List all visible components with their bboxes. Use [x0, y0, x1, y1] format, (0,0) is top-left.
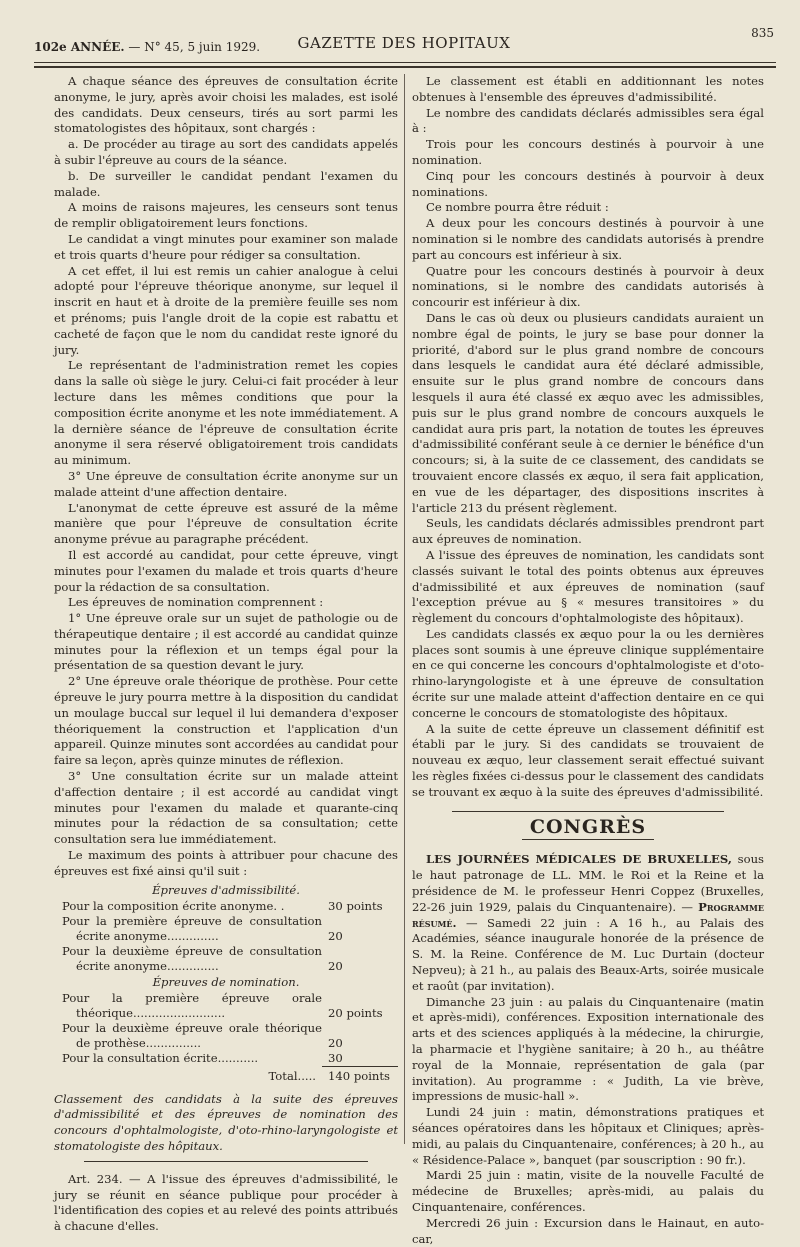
paragraph: A deux pour les concours destinés à pourvoir à une nomination si le nombre des candidats autorisés à prendre part au concours est inférieur à six.	[412, 216, 764, 262]
paragraph: Trois pour les concours destinés à pourvoir à une nomination.	[412, 137, 764, 167]
paragraph: Le maximum des points à attribuer pour chacune des épreuves est fixé ainsi qu'il suit :	[54, 848, 398, 878]
congress-lead: LES JOURNÉES MÉDICALES DE BRUXELLES,	[426, 852, 732, 867]
header-rule	[34, 62, 776, 63]
paragraph: Ce nombre pourra être réduit :	[426, 200, 609, 215]
paragraph: A la suite de cette épreuve un classement définitif est établi par le jury. Si des candidats se trouvaient de nouveau ex æquo, leur classement serait effectué suivant les règles fixées ci-dessus pour le classement des candidats se trouvant ex æquo à la suite des épreuves d'admissibilité.	[412, 721, 764, 799]
section-rule-top	[452, 811, 724, 812]
table-subheading: Épreuves d'admissibilité.	[152, 882, 300, 897]
table-row: Pour la composition écrite anonyme. . 30 points	[62, 898, 383, 913]
page-header	[34, 26, 774, 60]
paragraph: Le classement est établi en additionnant les notes obtenues à l'ensemble des épreuves d'admissibilité.	[412, 74, 764, 104]
journal-title: GAZETTE DES HOPITAUX	[297, 34, 511, 52]
issue-number: — N° 45, 5 juin 1929.	[128, 40, 261, 54]
paragraph: Mardi 25 juin : matin, visite de la nouvelle Faculté de médecine de Bruxelles; après-midi, au palais du Cinquantenaire, conférences.	[412, 1168, 764, 1214]
paragraph: Le nombre des candidats déclarés admissibles sera égal à :	[412, 105, 764, 136]
left-column	[54, 74, 398, 1235]
paragraph: Art. 234. — A l'issue des épreuves d'admissibilité, le jury se réunit en séance publique pour procéder à l'identification des copies et au relevé des points attribués à chacune d'elles.	[54, 1171, 398, 1234]
paragraph: a. De procéder au tirage au sort des candidats appelés à subir l'épreuve au cours de la séance.	[54, 137, 398, 167]
paragraph: Quatre pour les concours destinés à pourvoir à deux nominations, si le nombre des candidats autorisés à concourir est inférieur à dix.	[412, 263, 764, 310]
paragraph: Dimanche 23 juin : au palais du Cinquantenaire (matin et après-midi), conférences. Exposition internationale des arts et des sciences appliqués à la médecine, la chirurgie, la pharmacie et l'hygiène sanitaire; à 20 h., au théâtre royal de la Monnaie, représentation de gala (par invitation). Au programme : « Judith, La vie brève, impressions de music-hall ».	[412, 994, 764, 1104]
paragraph: Les candidats classés ex æquo pour la ou les dernières places sont soumis à une épreuve clinique supplémentaire en ce qui concerne les concours d'ophtalmologiste et d'oto-rhino-laryngologiste et à une épreuve de consultation écrite sur une malade atteint d'affection dentaire en ce qui concerne le concours de stomatologiste des hôpitaux.	[412, 626, 764, 720]
paragraph: 3° Une consultation écrite sur un malade atteint d'affection dentaire ; il est accordé au candidat vingt minutes pour l'examen du malade et quarante-cinq minutes pour la rédaction de sa consultation; cette consultation sera lue immédiatement.	[54, 769, 398, 847]
paragraph: Le représentant de l'administration remet les copies dans la salle où siège le jury. Celui-ci fait procéder à leur lecture dans les mêmes conditions que pour la composition écrite anonyme et les note immédiatement. A la dernière séance de l'épreuve de consultation écrite anonyme il sera réservé obligatoirement trois candidats au minimum.	[54, 358, 398, 468]
paragraph: Les épreuves de nomination comprennent :	[68, 595, 324, 610]
section-rule-bottom	[522, 839, 654, 840]
congress-text: sous le haut patronage de LL. MM. le Roi et la Reine et la présidence de M. le professeur Henri Coppez (Bruxelles, 22-26 juin 1929, palais du Cinquantenaire). —	[412, 852, 764, 914]
right-column	[412, 74, 764, 1247]
congress-text: — Samedi 22 juin : A 16 h., au Palais des Académies, séance inaugurale honorée de la présence de S. M. la Reine. Conférence de M. Luc Durtain (docteur Nepveu); à 21 h., au palais des Beaux-Arts, soirée musicale et raoût (par invitation).	[412, 915, 764, 993]
table-row: Pour la deuxième épreuve de consultation écrite anonyme.............. 20	[62, 943, 343, 973]
programme-label: Programme résumé.	[412, 899, 764, 930]
header-rule-thick	[34, 66, 776, 68]
congress-paragraph	[412, 852, 764, 994]
table-row: Pour la deuxième épreuve orale théorique de prothèse............... 20	[62, 1020, 343, 1050]
points-table	[54, 882, 398, 1084]
paragraph: Le candidat a vingt minutes pour examiner son malade et trois quarts d'heure pour rédiger sa consultation.	[54, 231, 398, 262]
paragraph: A chaque séance des épreuves de consultation écrite anonyme, le jury, après avoir choisi les malades, est isolé des candidats. Deux censeurs, tirés au sort parmi les stomatologistes des hôpitaux, sont chargés :	[54, 74, 398, 136]
paragraph: b. De surveiller le candidat pendant l'examen du malade.	[54, 168, 398, 199]
paragraph: 1° Une épreuve orale sur un sujet de pathologie ou de thérapeutique dentaire ; il est accordé au candidat quinze minutes pour la réflexion et un temps égal pour la présentation de sa question devant le jury.	[54, 611, 398, 673]
paragraph: Mercredi 26 juin : Excursion dans le Hainaut, en auto-car,	[412, 1215, 764, 1246]
paragraph: A moins de raisons majeures, les censeurs sont tenus de remplir obligatoirement leurs fonctions.	[54, 200, 398, 231]
paragraph: 3° Une épreuve de consultation écrite anonyme sur un malade atteint d'une affection dentaire.	[54, 468, 398, 499]
paragraph: Seuls, les candidats déclarés admissibles prendront part aux épreuves de nomination.	[412, 516, 764, 547]
year: 102e ANNÉE.	[34, 40, 125, 54]
table-row: Pour la première épreuve de consultation écrite anonyme.............. 20	[62, 913, 343, 943]
paragraph: A cet effet, il lui est remis un cahier analogue à celui adopté pour l'épreuve théorique anonyme, sur lequel il inscrit en haut et à droite de la première feuille ses nom et prénoms; puis l'angle droit de la copie est rabattu et cacheté de façon que le nom du candidat reste ignoré du jury.	[54, 263, 398, 357]
caption-rule	[84, 1161, 368, 1162]
table-subheading: Épreuves de nomination.	[152, 974, 300, 989]
section-caption: Classement des candidats à la suite des épreuves d'admissibilité et des épreuves de nomination des concours d'ophtalmologiste, d'oto-rhino-laryngologiste et stomatologiste des hôpitaux.	[54, 1091, 398, 1154]
paragraph: Lundi 24 juin : matin, démonstrations pratiques et séances opératoires dans les hôpitaux et Cliniques; après-midi, au palais du Cinquantenaire, conférences; à 20 h., au « Résidence-Palace », banquet (par souscription : 90 fr.).	[412, 1105, 764, 1167]
paragraph: 2° Une épreuve orale théorique de prothèse. Pour cette épreuve le jury pourra mettre à la disposition du candidat un moulage buccal sur lequel il lui demandera d'exposer théoriquement la construction et l'application d'un appareil. Quinze minutes sont accordées au candidat pour faire sa leçon, après quinze minutes de réflexion.	[54, 674, 398, 768]
table-total-row: Total..... 140 points	[54, 1066, 398, 1084]
section-title-congres: CONGRÈS	[529, 815, 647, 838]
table-row: Pour la première épreuve orale théorique......................... 20 points	[62, 990, 383, 1020]
table-row: Pour la consultation écrite........... 30	[62, 1050, 343, 1066]
paragraph: Dans le cas où deux ou plusieurs candidats auraient un nombre égal de points, le jury se base pour donner la priorité, d'abord sur le plus grand nombre de concours dans lesquels le candidat aura été déclaré admissible, ensuite sur le plus grand nombre de concours dans lesquels il aura été classé ex æquo avec les admissibles, puis sur le plus grand nombre de concours auxquels le candidat aura pris part, la notation de toutes les épreuves d'admissibilité conférant seule à ce dernier le bénéfice d'un concours; si, à la suite de ce classement, des candidats se trouvaient encore classés ex æquo, il sera fait application, en vue de les départager, des dispositions inscrites à l'article 213 du présent règlement.	[412, 310, 764, 515]
paragraph: Il est accordé au candidat, pour cette épreuve, vingt minutes pour l'examen du malade et trois quarts d'heure pour la rédaction de sa consultation.	[54, 547, 398, 594]
paragraph: L'anonymat de cette épreuve est assuré de la même manière que pour l'épreuve de consultation écrite anonyme prévue au paragraphe précédent.	[54, 500, 398, 547]
column-divider	[404, 74, 405, 1144]
paragraph: Cinq pour les concours destinés à pourvoir à deux nominations.	[412, 168, 764, 199]
page-number: 835	[751, 26, 774, 40]
paragraph: A l'issue des épreuves de nomination, les candidats sont classés suivant le total des points obtenus aux épreuves d'admissibilité et aux épreuves de nomination (sauf l'exception prévue au § « mesures transitoires » du règlement du concours d'ophtalmologiste des hôpitaux).	[412, 547, 764, 626]
